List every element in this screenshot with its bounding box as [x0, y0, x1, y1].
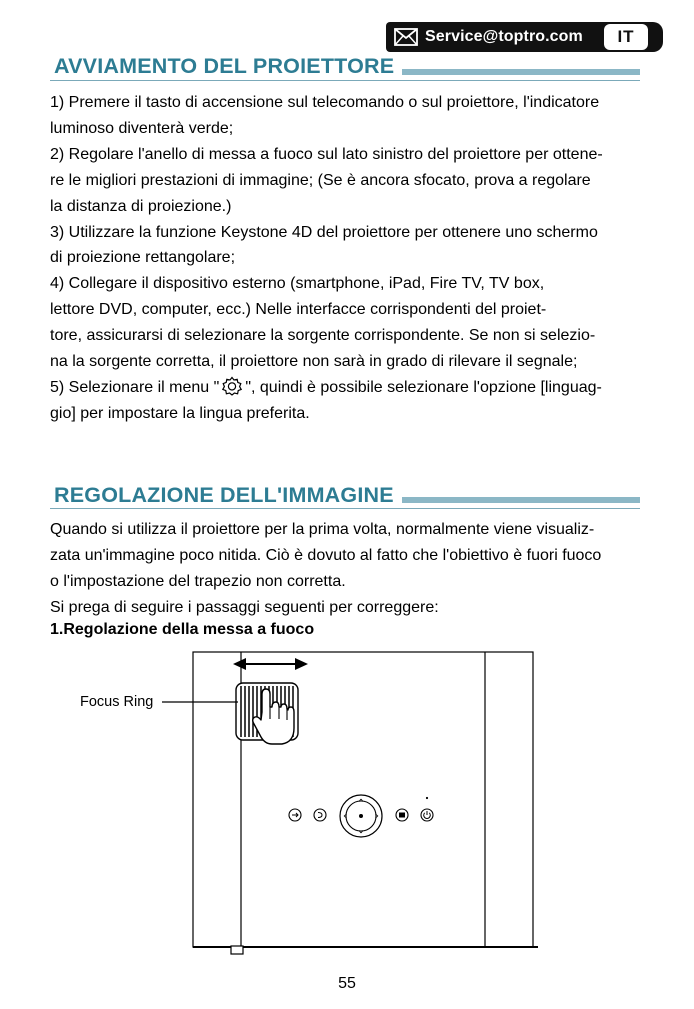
text-fragment: 5) Selezionare il menu " [50, 378, 220, 396]
double-arrow-icon [233, 658, 308, 670]
text-line: tore, assicurarsi di selezionare la sorgente corrispondente. Se non si selezio- [50, 327, 596, 345]
title-underline-bar [402, 69, 640, 75]
text-line: 2) Regolare l'anello di messa a fuoco sul lato sinistro del proiettore per ottene- [50, 145, 603, 163]
envelope-icon [394, 28, 418, 46]
page-number: 55 [338, 975, 356, 992]
text-line-with-icon [50, 375, 642, 401]
gear-icon [220, 376, 244, 396]
image-adjust-instructions [50, 517, 642, 621]
title-rule [50, 80, 640, 81]
section-title-startup: AVVIAMENTO DEL PROIETTORE [54, 54, 395, 78]
back-icon [314, 809, 326, 821]
title-underline-bar [402, 497, 640, 503]
text-line: di proiezione rettangolare; [50, 249, 236, 267]
text-line: gio] per impostare la lingua preferita. [50, 404, 310, 422]
projector-foot [231, 946, 243, 954]
title-rule [50, 508, 640, 509]
menu-icon [396, 809, 408, 821]
text-line: 1) Premere il tasto di accensione sul telecomando o sul proiettore, l'indicatore [50, 94, 600, 111]
service-contact [394, 27, 583, 47]
text-line: 4) Collegare il dispositivo esterno (smartphone, iPad, Fire TV, TV box, [50, 275, 545, 293]
focus-subheading: 1.Regolazione della messa a fuoco [50, 621, 315, 638]
text-fragment: ", quindi è possibile selezionare l'opzione [linguag- [245, 378, 602, 396]
text-line: na la sorgente corretta, il proiettore non sarà in grado di rilevare il segnale; [50, 353, 578, 371]
text-line: lettore DVD, computer, ecc.) Nelle interfacce corrispondenti del proiet- [50, 301, 547, 319]
text-line: luminoso diventerà verde; [50, 119, 234, 137]
text-line: Si prega di seguire i passaggi seguenti per correggere: [50, 598, 439, 616]
text-line: o l'impostazione del trapezio non corretta. [50, 572, 346, 590]
text-line: la distanza di proiezione.) [50, 197, 232, 215]
text-line: 3) Utilizzare la funzione Keystone 4D del proiettore per ottenere uno schermo [50, 223, 598, 241]
power-icon [421, 797, 433, 821]
service-email[interactable]: Service@toptro.com [425, 28, 583, 45]
language-badge: IT [604, 24, 648, 50]
section-title-image-adjust: REGOLAZIONE DELL'IMMAGINE [54, 483, 394, 507]
startup-instructions [50, 90, 642, 427]
input-source-icon [289, 809, 301, 821]
focus-ring-label: Focus Ring [80, 694, 154, 710]
navigation-pad-icon [340, 795, 382, 837]
text-line: zata un'immagine poco nitida. Ciò è dovuto al fatto che l'obiettivo è fuori fuoco [50, 546, 602, 564]
text-line: re le migliori prestazioni di immagine; (Se è ancora sfocato, prova a regolare [50, 171, 591, 189]
text-line: Quando si utilizza il proiettore per la prima volta, normalmente viene visualiz- [50, 521, 595, 538]
projector-focus-figure [0, 640, 694, 960]
